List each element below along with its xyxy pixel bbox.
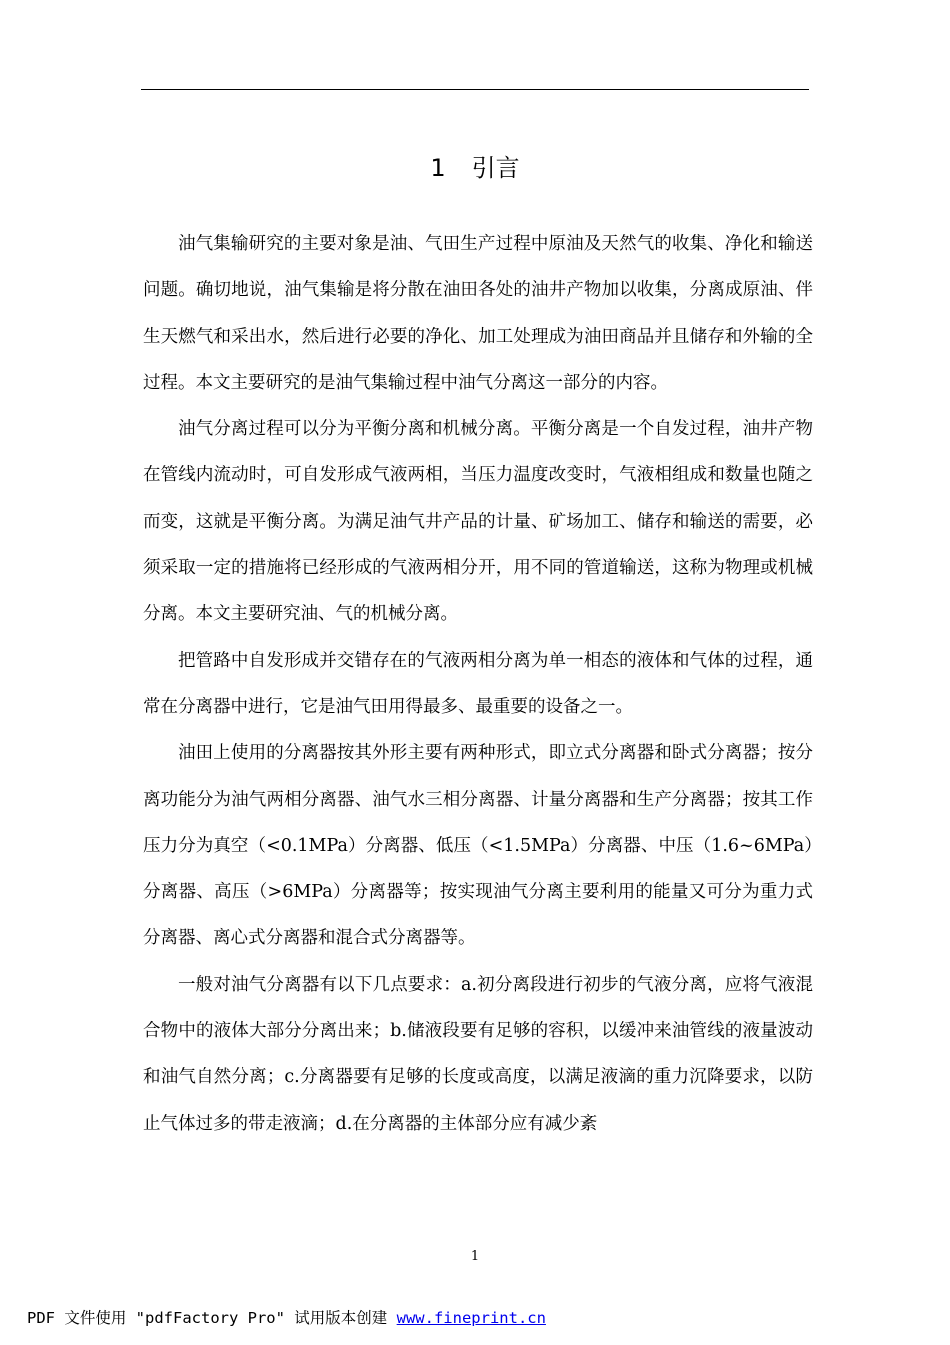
footer-link[interactable]: www.fineprint.cn [396,1309,546,1327]
footer-text: PDF 文件使用 "pdfFactory Pro" 试用版本创建 [27,1309,397,1327]
body-text [143,221,813,1147]
paragraph: 把管路中自发形成并交错存在的气液两相分离为单一相态的液体和气体的过程，通常在分离器中进行，它是油气田用得最多、最重要的设备之一。 [143,650,813,717]
header-rule [141,89,809,90]
paragraph: 油田上使用的分离器按其外形主要有两种形式，即立式分离器和卧式分离器；按分离功能分为油气两相分离器、油气水三相分离器、计量分离器和生产分离器；按其工作压力分为真空（<0.1MPa）分离器、低压（<1.5MPa）分离器、中压（1.6~6MPa）分离器、高压（>6MPa）分离器等；按实现油气分离主要利用的能量又可分为重力式分离器、离心式分离器和混合式分离器等。 [143,743,813,949]
paragraph: 一般对油气分离器有以下几点要求：a.初分离段进行初步的气液分离，应将气液混合物中的液体大部分分离出来；b.储液段要有足够的容积，以缓冲来油管线的液量波动和油气自然分离；c.分离器要有足够的长度或高度，以满足液滴的重力沉降要求，以防止气体过多的带走液滴；d.在分离器的主体部分应有减少紊 [143,974,813,1134]
paragraph: 油气集输研究的主要对象是油、气田生产过程中原油及天然气的收集、净化和输送问题。确切地说，油气集输是将分散在油田各处的油井产物加以收集，分离成原油、伴生天燃气和采出水，然后进行必要的净化、加工处理成为油田商品并且储存和外输的全过程。本文主要研究的是油气集输过程中油气分离这一部分的内容。 [143,234,813,393]
section-title: 引言 [471,154,520,182]
section-number: 1 [430,154,446,182]
section-heading [0,150,950,186]
pdf-footer [27,1307,546,1329]
page-number: 1 [470,1249,480,1264]
paragraph: 油气分离过程可以分为平衡分离和机械分离。平衡分离是一个自发过程，油井产物在管线内流动时，可自发形成气液两相，当压力温度改变时，气液相组成和数量也随之而变，这就是平衡分离。为满足油气井产品的计量、矿场加工、储存和输送的需要，必须采取一定的措施将已经形成的气液两相分开，用不同的管道输送，这称为物理或机械分离。本文主要研究油、气的机械分离。 [143,419,813,625]
